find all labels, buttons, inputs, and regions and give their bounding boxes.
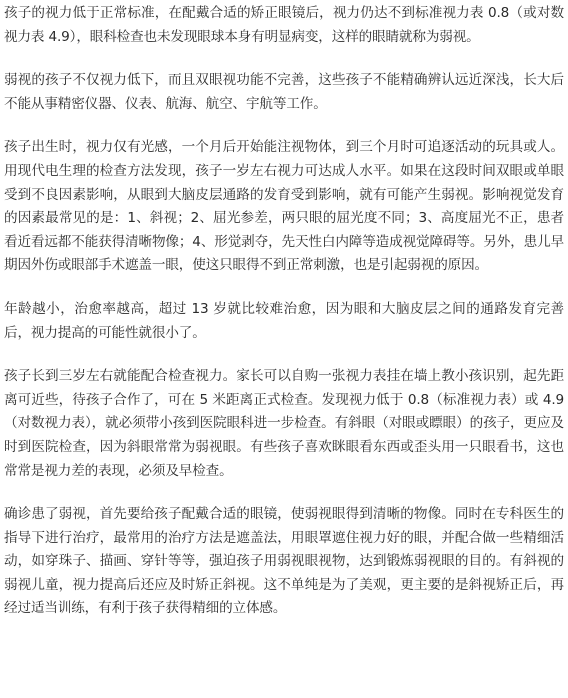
paragraph-treatment: 确诊患了弱视，首先要给孩子配戴合适的眼镜，使弱视眼得到清晰的物像。同时在专科医生的指导下进行治疗，最常用的治疗方法是遮盖法，用眼罩遮住视力好的眼，并配合做一些精细活动，如穿珠子、描画、穿针等等，强迫孩子用弱视眼视物，达到锻炼弱视眼的目的。有斜视的弱视儿童，视力提高后还应及时矫正斜视。这不单纯是为了美观，更主要的是斜视矫正后，再经过适当训练，有利于孩子获得精细的立体感。: [4, 506, 564, 617]
paragraph-screening: 孩子长到三岁左右就能配合检查视力。家长可以自购一张视力表挂在墙上教小孩识别，起先距离可近些，待孩子合作了，可在 5 米距离正式检查。发现视力低于 0.8（标准视力表）或 4.9（对数视力表），就必须带小孩到医院眼科进一步检查。有斜眼（对眼或瞟眼）的孩子，更应及时到医院检查，因为斜眼常常为弱视眼。有些孩子喜欢眯眼看东西或歪头用一只眼看书，这也常常是视力差的表现，必须及早检查。: [4, 368, 564, 479]
paragraph-causes: 孩子出生时，视力仅有光感，一个月后开始能注视物体，到三个月时可追逐活动的玩具或人。用现代电生理的检查方法发现，孩子一岁左右视力可达成人水平。如果在这段时间双眼或单眼受到不良因素影响，从眼到大脑皮层通路的发育受到影响，就有可能产生弱视。影响视觉发育的因素最常见的是：1、斜视；2、屈光参差，两只眼的屈光度不同；3、高度屈光不正，患者看近看远都不能获得清晰物像；4、形觉剥夺，先天性白内障等造成视觉障碍等。另外，患儿早期因外伤或眼部手术遮盖一眼，使这只眼得不到正常刺激，也是引起弱视的原因。: [4, 139, 564, 274]
paragraph-consequences: 弱视的孩子不仅视力低下，而且双眼视功能不完善，这些孩子不能精确辨认远近深浅，长大后不能从事精密仪器、仪表、航海、航空、宇航等工作。: [4, 72, 564, 112]
paragraph-age: 年龄越小，治愈率越高，超过 13 岁就比较难治愈，因为眼和大脑皮层之间的通路发育完善后，视力提高的可能性就很小了。: [4, 300, 564, 341]
paragraph-definition: 孩子的视力低于正常标准，在配戴合适的矫正眼镜后，视力仍达不到标准视力表 0.8（或对数视力表 4.9），眼科检查也未发现眼球本身有明显病变，这样的眼睛就称为弱视。: [4, 5, 564, 45]
